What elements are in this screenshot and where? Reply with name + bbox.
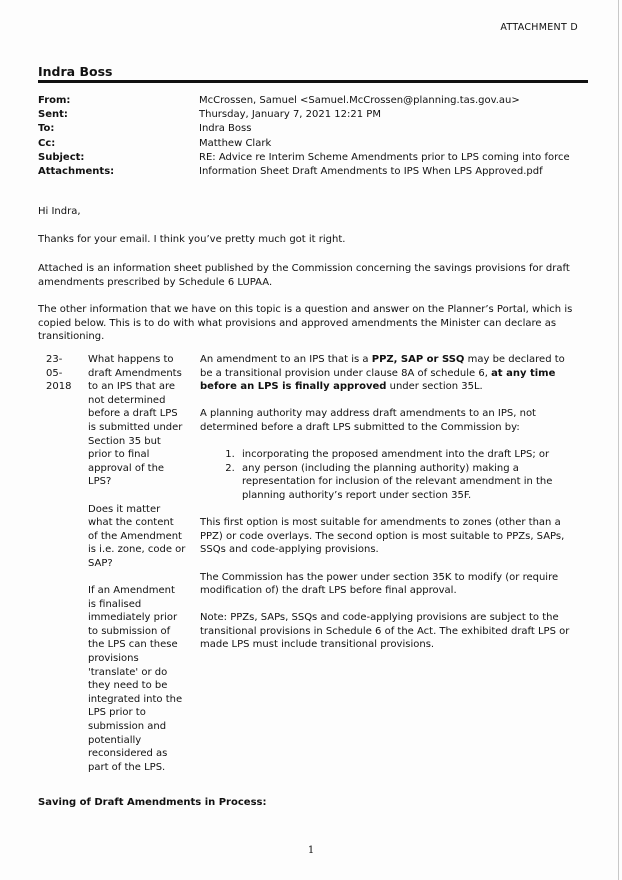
body-paragraph: Thanks for your email. I think you’ve pretty much got it right. <box>38 234 346 245</box>
header-row-sent <box>38 108 598 122</box>
answer-paragraph: Note: PPZs, SAPs, SSQs and code-applying provisions are subject to the transitional provisions in Schedule 6 of the Act. The exhibited draft LPS or made LPS must include transitional provisions. <box>200 612 570 651</box>
page-edge <box>618 0 619 880</box>
header-row-attachments <box>38 165 598 179</box>
header-row-subject <box>38 151 598 165</box>
header-value: RE: Advice re Interim Scheme Amendments prior to LPS coming into force <box>199 151 570 163</box>
header-label: Attachments: <box>38 166 115 178</box>
date-part: 23- <box>46 354 63 365</box>
header-row-from <box>38 94 598 108</box>
qa-questions <box>88 353 186 788</box>
answer-list-item: 2. any person (including the planning authority) making a representation for inclusion of the relevant amendment in the planning authority’s report under section 35F. <box>238 462 580 503</box>
header-value: Matthew Clark <box>199 137 272 149</box>
header-value: McCrossen, Samuel <Samuel.McCrossen@planning.tas.gov.au> <box>199 95 520 106</box>
answer-paragraph: The Commission has the power under section 35K to modify (or require modification of) the draft LPS before final approval. <box>200 571 559 597</box>
answer-bold-text: at any time before an LPS is finally approved <box>200 367 556 393</box>
answer-bold-text: PPZ, SAP or SSQ <box>371 354 465 365</box>
body-paragraph: The other information that we have on this topic is a question and answer on the Planner’s Portal, which is copied below. This is to do with what provisions and approved amendments the Minister can declare as transitioning. <box>38 304 573 343</box>
page-number: 1 <box>307 845 315 856</box>
header-value: Thursday, January 7, 2021 12:21 PM <box>199 109 381 121</box>
email-headers <box>38 94 598 179</box>
question-text: Does it matter what the content of the Amendment is i.e. zone, code or SAP? <box>88 503 186 569</box>
answer-list <box>200 448 580 502</box>
header-label: To: <box>38 123 55 135</box>
answer-list-item: 1. incorporating the proposed amendment into the draft LPS; or <box>238 448 580 462</box>
attachment-label: ATTACHMENT D <box>500 22 578 33</box>
qa-answer <box>200 353 580 666</box>
header-label: Sent: <box>38 109 68 121</box>
sender-name: Indra Boss <box>38 64 113 79</box>
answer-paragraph: This first option is most suitable for amendments to zones (other than a PPZ) or code overlays. The second option is most suitable to PPZs, SAPs, SSQs and code-applying provisions. <box>200 517 565 556</box>
header-rule <box>38 80 588 83</box>
answer-text: under section 35L. <box>386 381 483 393</box>
answer-text: may be declared to be a transitional provision under clause 8A of schedule 6, <box>200 354 565 379</box>
header-row-cc <box>38 137 598 151</box>
header-label: Subject: <box>38 151 85 163</box>
header-label: From: <box>38 95 71 106</box>
question-text: What happens to draft Amendments to an IPS that are not determined before a draft LPS is submitted under Section 35 but prior to final approval of the LPS? <box>88 354 183 488</box>
header-value: Indra Boss <box>199 123 252 135</box>
answer-text: An amendment to an IPS that is a <box>200 354 372 365</box>
answer-paragraph: A planning authority may address draft amendments to an IPS, not determined before a draft LPS submitted to the Commission by: <box>200 408 536 433</box>
date-part: 2018 <box>46 381 72 393</box>
date-part: 05- <box>46 367 63 379</box>
attachment-link[interactable]: Information Sheet Draft Amendments to IPS When LPS Approved.pdf <box>199 166 543 178</box>
section-heading: Saving of Draft Amendments in Process: <box>38 797 267 808</box>
greeting: Hi Indra, <box>38 206 81 217</box>
header-label: Cc: <box>38 137 56 149</box>
qa-date <box>46 353 76 394</box>
question-text: If an Amendment is finalised immediately prior to submission of the LPS can these provisions 'translate' or do they need to be integrated into the LPS prior to submission and potentially reconsidered as part of the LPS. <box>88 585 183 773</box>
answer-paragraph <box>200 353 580 394</box>
header-row-to <box>38 122 598 136</box>
body-paragraph: Attached is an information sheet published by the Commission concerning the savings provisions for draft amendments prescribed by Schedule 6 LUPAA. <box>38 263 570 288</box>
